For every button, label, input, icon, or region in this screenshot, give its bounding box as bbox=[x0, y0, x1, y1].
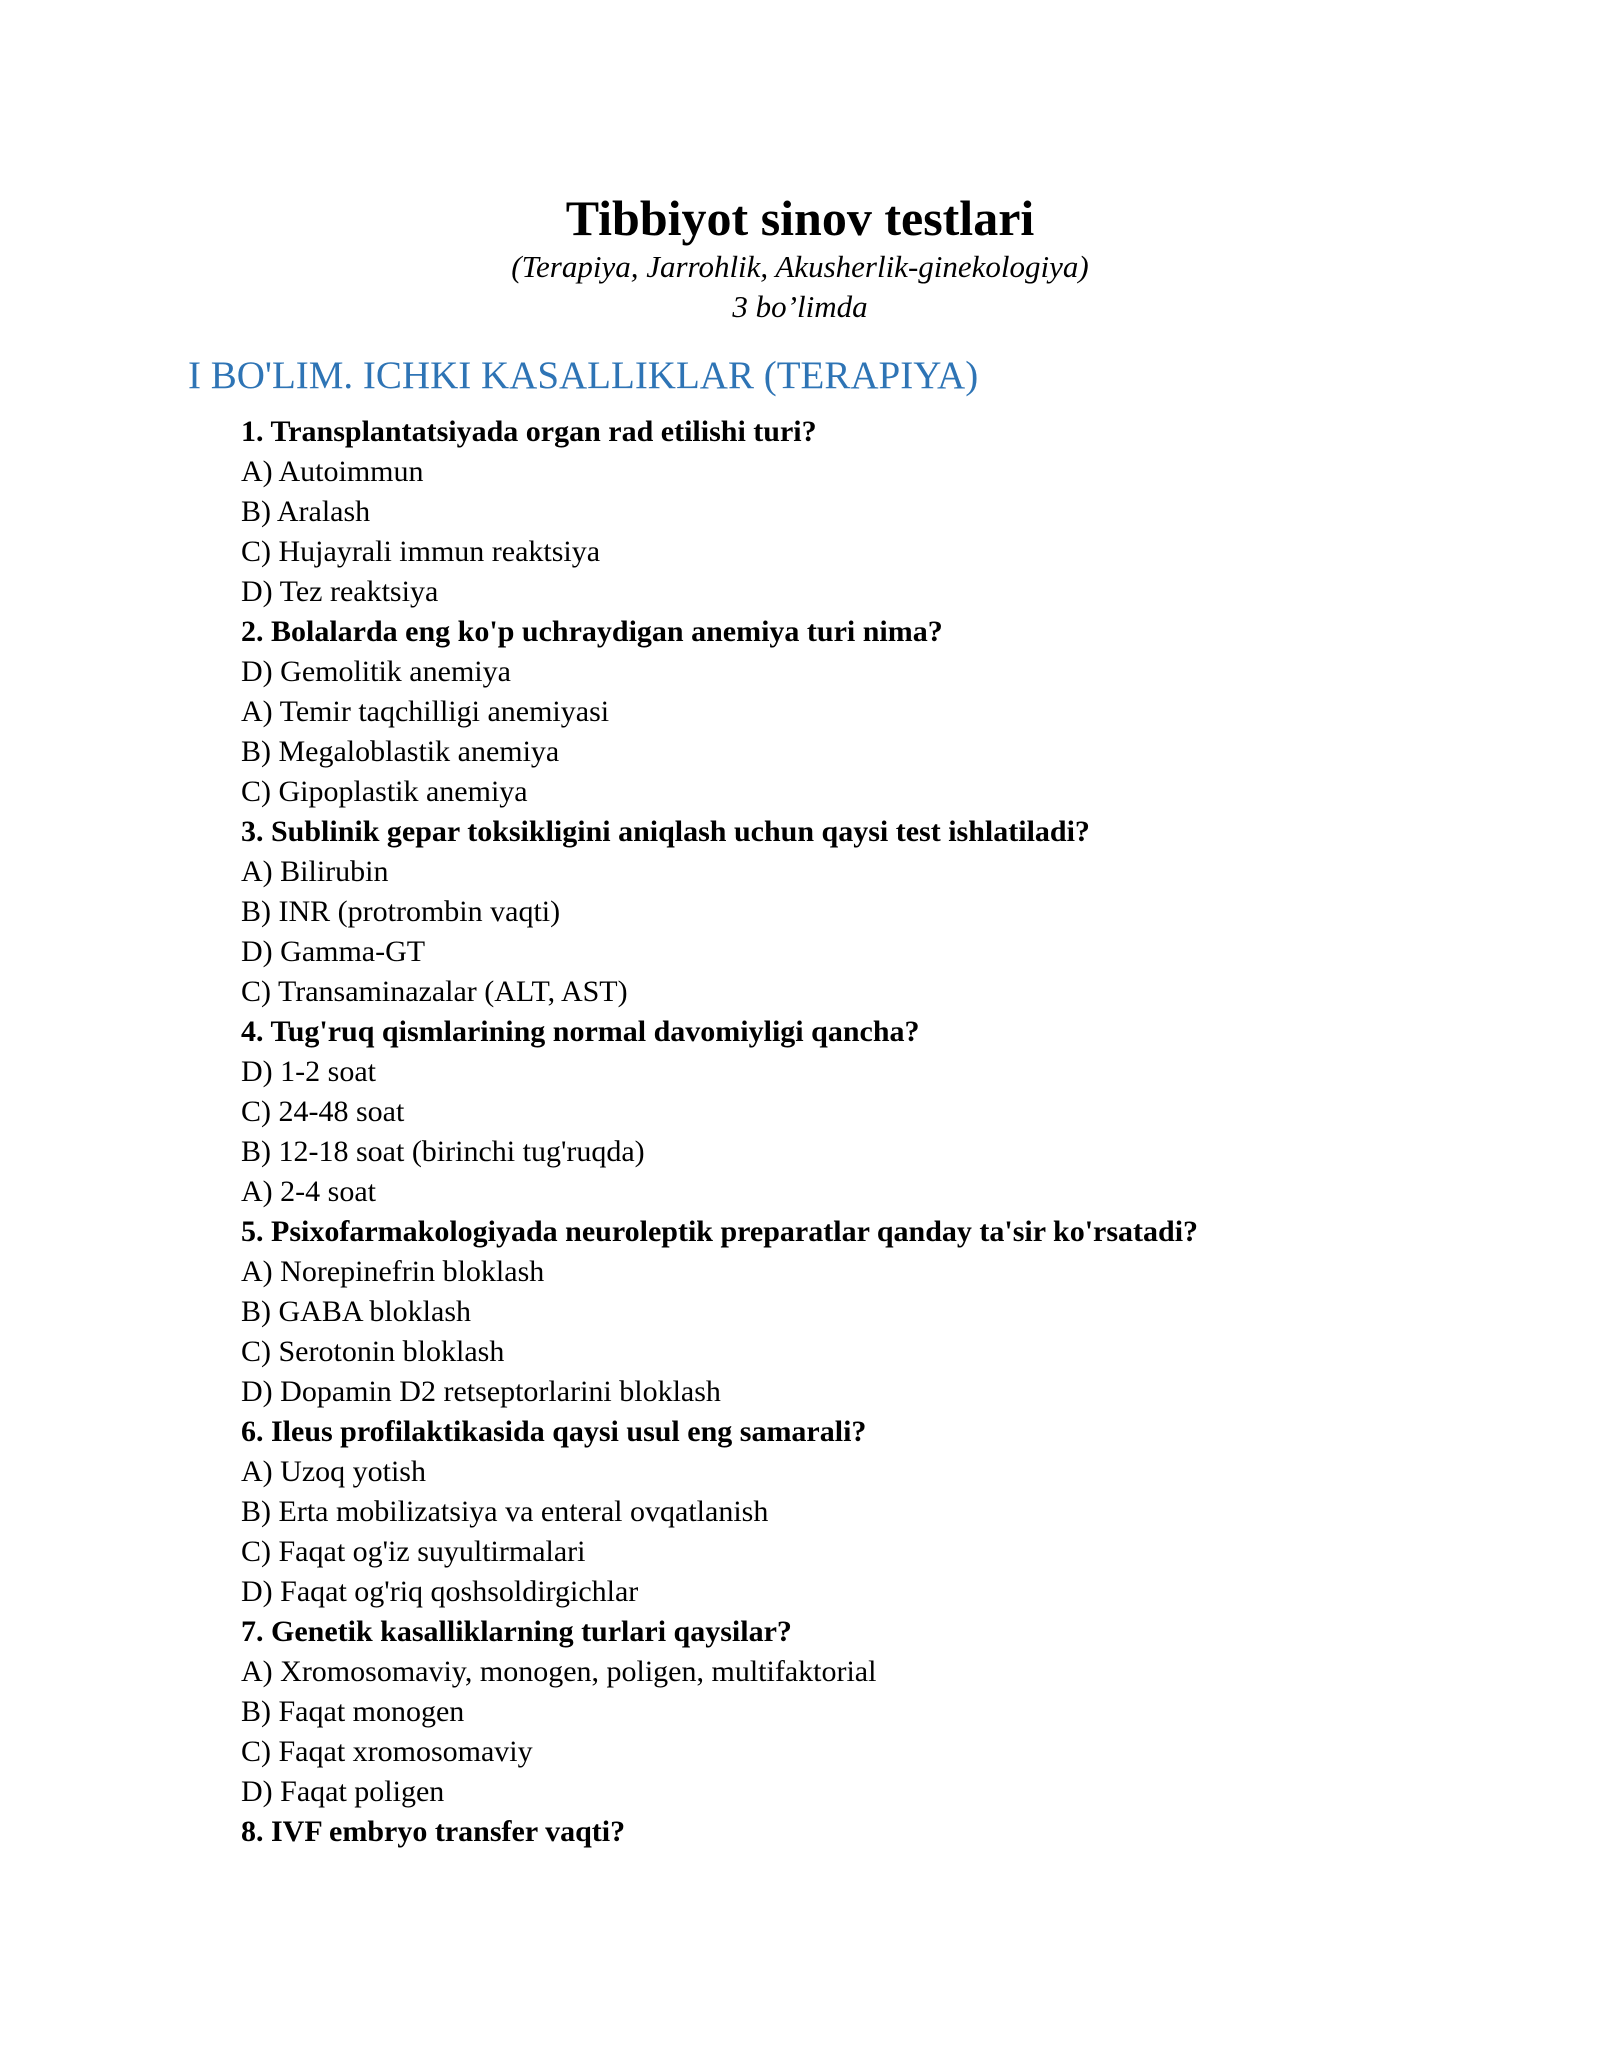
document-title: Tibbiyot sinov testlari bbox=[565, 190, 1035, 246]
answer-option: A) Autoimmun bbox=[241, 455, 424, 488]
answer-option: B) 12-18 soat (birinchi tug'ruqda) bbox=[241, 1135, 645, 1168]
answer-option: D) 1-2 soat bbox=[241, 1055, 376, 1088]
answer-option: C) Faqat xromosomaviy bbox=[241, 1735, 533, 1768]
answer-option: B) INR (protrombin vaqti) bbox=[241, 895, 561, 928]
answer-option: B) Aralash bbox=[241, 495, 371, 528]
answer-option: B) Faqat monogen bbox=[241, 1695, 465, 1728]
question-item bbox=[241, 1612, 1441, 1812]
answer-option: D) Gamma-GT bbox=[241, 935, 426, 968]
answer-option: B) GABA bloklash bbox=[241, 1295, 472, 1328]
answer-option: A) 2-4 soat bbox=[241, 1175, 376, 1208]
answer-option: C) Hujayrali immun reaktsiya bbox=[241, 535, 601, 568]
answer-option: D) Gemolitik anemiya bbox=[241, 655, 511, 688]
question-text: 4. Tug'ruq qismlarining normal davomiyligi qancha? bbox=[241, 1015, 920, 1048]
answer-option: D) Faqat og'riq qoshsoldirgichlar bbox=[241, 1575, 639, 1608]
document-subtitle: (Terapiya, Jarrohlik, Akusherlik-ginekologiya) bbox=[511, 249, 1089, 284]
answer-option: A) Norepinefrin bloklash bbox=[241, 1255, 545, 1288]
question-item bbox=[241, 1012, 1441, 1212]
question-text: 3. Sublinik gepar toksikligini aniqlash uchun qaysi test ishlatiladi? bbox=[241, 815, 1090, 848]
question-text: 5. Psixofarmakologiyada neuroleptik preparatlar qanday ta'sir ko'rsatadi? bbox=[241, 1215, 1199, 1248]
question-item bbox=[241, 1812, 1441, 1852]
question-item bbox=[241, 412, 1441, 612]
section-heading: I BO'LIM. ICHKI KASALLIKLAR (TERAPIYA) bbox=[188, 354, 979, 397]
question-item bbox=[241, 812, 1441, 1012]
answer-option: B) Megaloblastik anemiya bbox=[241, 735, 560, 768]
document-parts-note: 3 bo’limda bbox=[732, 289, 868, 324]
question-text: 2. Bolalarda eng ko'p uchraydigan anemiya turi nima? bbox=[241, 615, 943, 648]
answer-option: D) Dopamin D2 retseptorlarini bloklash bbox=[241, 1375, 721, 1408]
answer-option: C) Serotonin bloklash bbox=[241, 1335, 505, 1368]
answer-option: C) 24-48 soat bbox=[241, 1095, 405, 1128]
answer-option: A) Bilirubin bbox=[241, 855, 389, 888]
question-item bbox=[241, 1412, 1441, 1612]
answer-option: B) Erta mobilizatsiya va enteral ovqatlanish bbox=[241, 1495, 769, 1528]
answer-option: A) Xromosomaviy, monogen, poligen, multifaktorial bbox=[241, 1655, 877, 1688]
question-text: 8. IVF embryo transfer vaqti? bbox=[241, 1815, 626, 1848]
answer-option: A) Uzoq yotish bbox=[241, 1455, 426, 1488]
answer-option: C) Transaminazalar (ALT, AST) bbox=[241, 975, 628, 1008]
question-item bbox=[241, 612, 1441, 812]
question-item bbox=[241, 1212, 1441, 1412]
question-text: 1. Transplantatsiyada organ rad etilishi turi? bbox=[241, 415, 817, 448]
answer-option: A) Temir taqchilligi anemiyasi bbox=[241, 695, 610, 728]
answer-option: D) Tez reaktsiya bbox=[241, 575, 439, 608]
answer-option: C) Gipoplastik anemiya bbox=[241, 775, 528, 808]
question-text: 6. Ileus profilaktikasida qaysi usul eng samarali? bbox=[241, 1415, 867, 1448]
answer-option: C) Faqat og'iz suyultirmalari bbox=[241, 1535, 586, 1568]
answer-option: D) Faqat poligen bbox=[241, 1775, 445, 1808]
question-text: 7. Genetik kasalliklarning turlari qaysilar? bbox=[241, 1615, 792, 1648]
question-list bbox=[241, 412, 1441, 1852]
